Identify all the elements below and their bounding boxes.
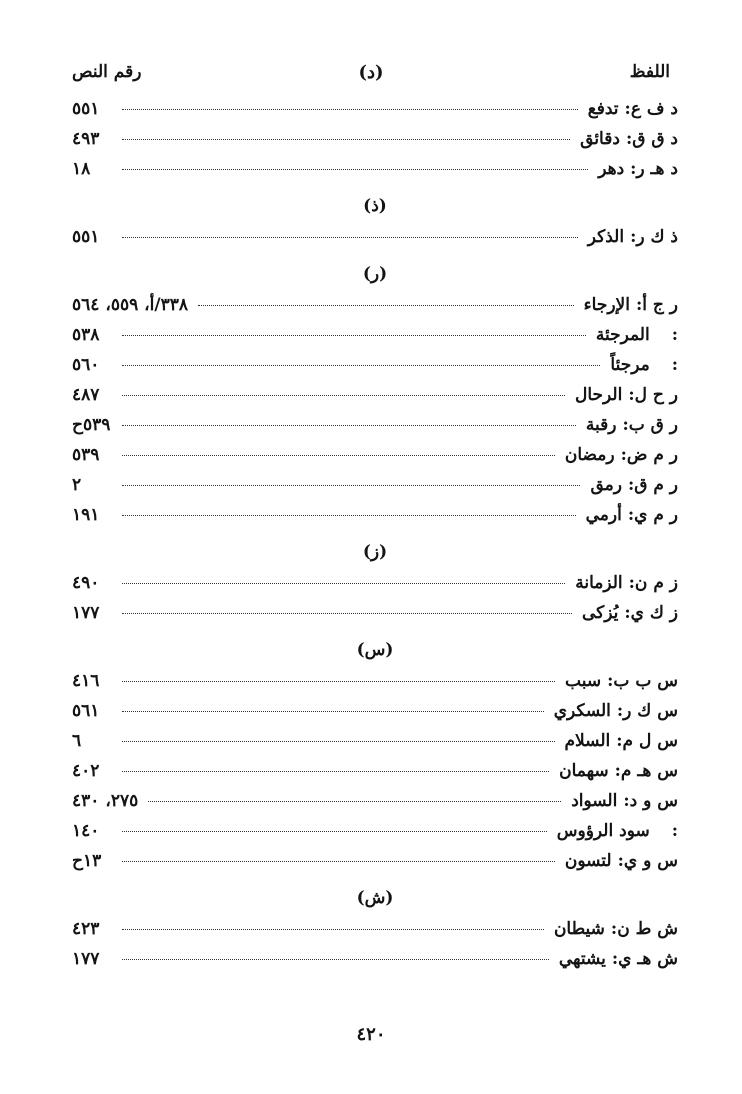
section-letter-heading: (ز) (362, 542, 388, 562)
entry-word: الرحال (575, 385, 623, 405)
word-column-label: اللفظ (629, 62, 670, 82)
index-entry (72, 598, 678, 628)
section-letter-heading: (س) (356, 640, 394, 660)
index-header (72, 62, 670, 92)
entry-root: د ق ق: (625, 129, 678, 149)
page-number: ٤٢٠ (356, 1024, 386, 1045)
index-entry (72, 410, 678, 440)
entry-word: لتسون (564, 851, 612, 871)
index-entry (72, 568, 678, 598)
dot-leader (122, 711, 544, 712)
index-entry (72, 666, 678, 696)
entry-text-number: ٥٥١ (72, 227, 100, 247)
entry-root: س ب ب: (607, 671, 678, 691)
entry-word: الذكر (587, 227, 625, 247)
entry-text-number: ٥٣٩ح (72, 415, 111, 435)
index-entry (72, 786, 678, 816)
index-entry (72, 222, 678, 252)
dot-leader (122, 365, 600, 366)
entry-root: ر م ي: (627, 505, 678, 525)
dot-leader (122, 169, 588, 170)
dot-leader (122, 515, 576, 516)
section-letter-heading: (ش) (356, 888, 394, 908)
entry-root: ش هـ ي: (611, 949, 678, 969)
entry-root: د ف ع: (624, 99, 678, 119)
entry-word: تدفع (587, 99, 619, 119)
index-entry (72, 726, 678, 756)
index-entry (72, 914, 678, 944)
section-letter-heading: (ذ) (363, 196, 387, 216)
number-column-label: رقم النص (72, 62, 142, 82)
index-entry (72, 94, 678, 124)
index-entry (72, 816, 678, 846)
entry-text-number: ٥٦١ (72, 701, 100, 721)
entry-text-number: ٥٦٠ (72, 355, 100, 375)
entry-word: سود الرؤوس (556, 821, 650, 841)
entry-word: السواد (571, 791, 618, 811)
dot-leader (122, 929, 544, 930)
entry-root: ر ح ل: (628, 385, 678, 405)
entry-word: يشتهي (558, 949, 606, 969)
entry-text-number: ١٨ (72, 159, 91, 179)
entry-text-number: ١٣ح (72, 851, 102, 871)
entry-text-number: ٦ (72, 731, 82, 751)
entry-text-number: ٣٣٨/أ، ٥٥٩، ٥٦٤ (72, 295, 188, 315)
entry-text-number: ١٧٧ (72, 949, 100, 969)
dot-leader (122, 237, 578, 238)
index-entry (72, 124, 678, 154)
entry-word: أرمي (585, 505, 622, 525)
entry-text-number: ٤١٦ (72, 671, 100, 691)
entry-root: س ل م: (616, 731, 678, 751)
dot-leader (122, 861, 555, 862)
entry-root: ر م ق: (627, 475, 678, 495)
dot-leader (122, 139, 570, 140)
dot-leader (122, 681, 555, 682)
index-entry (72, 500, 678, 530)
entry-word: السلام (564, 731, 611, 751)
entry-root: : (671, 821, 678, 841)
entry-word: مرجئاً (610, 355, 650, 375)
index-entries (72, 94, 678, 974)
entry-word: دقائق (580, 129, 620, 149)
index-entry (72, 154, 678, 184)
index-entry (72, 944, 678, 974)
dot-leader (122, 831, 547, 832)
dot-leader (122, 335, 586, 336)
entry-word: رمق (590, 475, 622, 495)
dot-leader (148, 801, 561, 802)
entry-root: : (671, 325, 678, 345)
entry-root: : (671, 355, 678, 375)
dot-leader (122, 741, 555, 742)
index-entry (72, 290, 678, 320)
dot-leader (122, 109, 578, 110)
dot-leader (122, 485, 580, 486)
entry-word: رمضان (564, 445, 615, 465)
entry-root: ز ك ي: (624, 603, 678, 623)
entry-text-number: ٤٩٣ (72, 129, 100, 149)
entry-word: رقبة (585, 415, 617, 435)
entry-text-number: ٤٢٣ (72, 919, 100, 939)
entry-text-number: ١٩١ (72, 505, 100, 525)
index-entry (72, 380, 678, 410)
dot-leader (122, 583, 565, 584)
entry-root: ر ق ب: (622, 415, 678, 435)
entry-root: س و ي: (617, 851, 678, 871)
index-entry (72, 350, 678, 380)
entry-word: دهر (598, 159, 625, 179)
index-entry (72, 470, 678, 500)
entry-root: س و د: (623, 791, 678, 811)
entry-word: يُزكى (581, 603, 619, 623)
index-entry (72, 846, 678, 876)
index-entry (72, 756, 678, 786)
entry-word: الإرجاء (583, 295, 630, 315)
entry-text-number: ٥٣٩ (72, 445, 100, 465)
entry-text-number: ٢ (72, 475, 82, 495)
entry-root: ر ج أ: (635, 295, 678, 315)
entry-text-number: ٤٨٧ (72, 385, 100, 405)
dot-leader (122, 613, 572, 614)
entry-word: سبب (565, 671, 602, 691)
entry-word: السكري (553, 701, 611, 721)
entry-text-number: ١٧٧ (72, 603, 100, 623)
entry-text-number: ٥٥١ (72, 99, 100, 119)
entry-text-number: ٥٣٨ (72, 325, 100, 345)
dot-leader (122, 425, 576, 426)
dot-leader (122, 455, 555, 456)
dot-leader (198, 305, 574, 306)
entry-word: شيطان (553, 919, 605, 939)
entry-text-number: ٤٩٠ (72, 573, 100, 593)
dot-leader (122, 771, 549, 772)
entry-root: ش ط ن: (610, 919, 678, 939)
entry-root: ر م ض: (620, 445, 678, 465)
entry-text-number: ٢٧٥، ٤٣٠ (72, 791, 139, 811)
entry-text-number: ١٤٠ (72, 821, 100, 841)
entry-root: ذ ك ر: (630, 227, 678, 247)
entry-word: الزمانة (575, 573, 623, 593)
entry-root: ز م ن: (628, 573, 678, 593)
entry-root: س هـ م: (614, 761, 678, 781)
entry-text-number: ٤٠٢ (72, 761, 100, 781)
dot-leader (122, 959, 549, 960)
index-entry (72, 320, 678, 350)
entry-word: سهمان (559, 761, 609, 781)
entry-root: س ك ر: (616, 701, 678, 721)
section-letter-heading: (ر) (362, 264, 388, 284)
dot-leader (122, 395, 565, 396)
section-letter-dal: (د) (358, 62, 384, 83)
index-entry (72, 440, 678, 470)
entry-word: المرجئة (595, 325, 650, 345)
index-entry (72, 696, 678, 726)
entry-root: د هـ ر: (630, 159, 678, 179)
